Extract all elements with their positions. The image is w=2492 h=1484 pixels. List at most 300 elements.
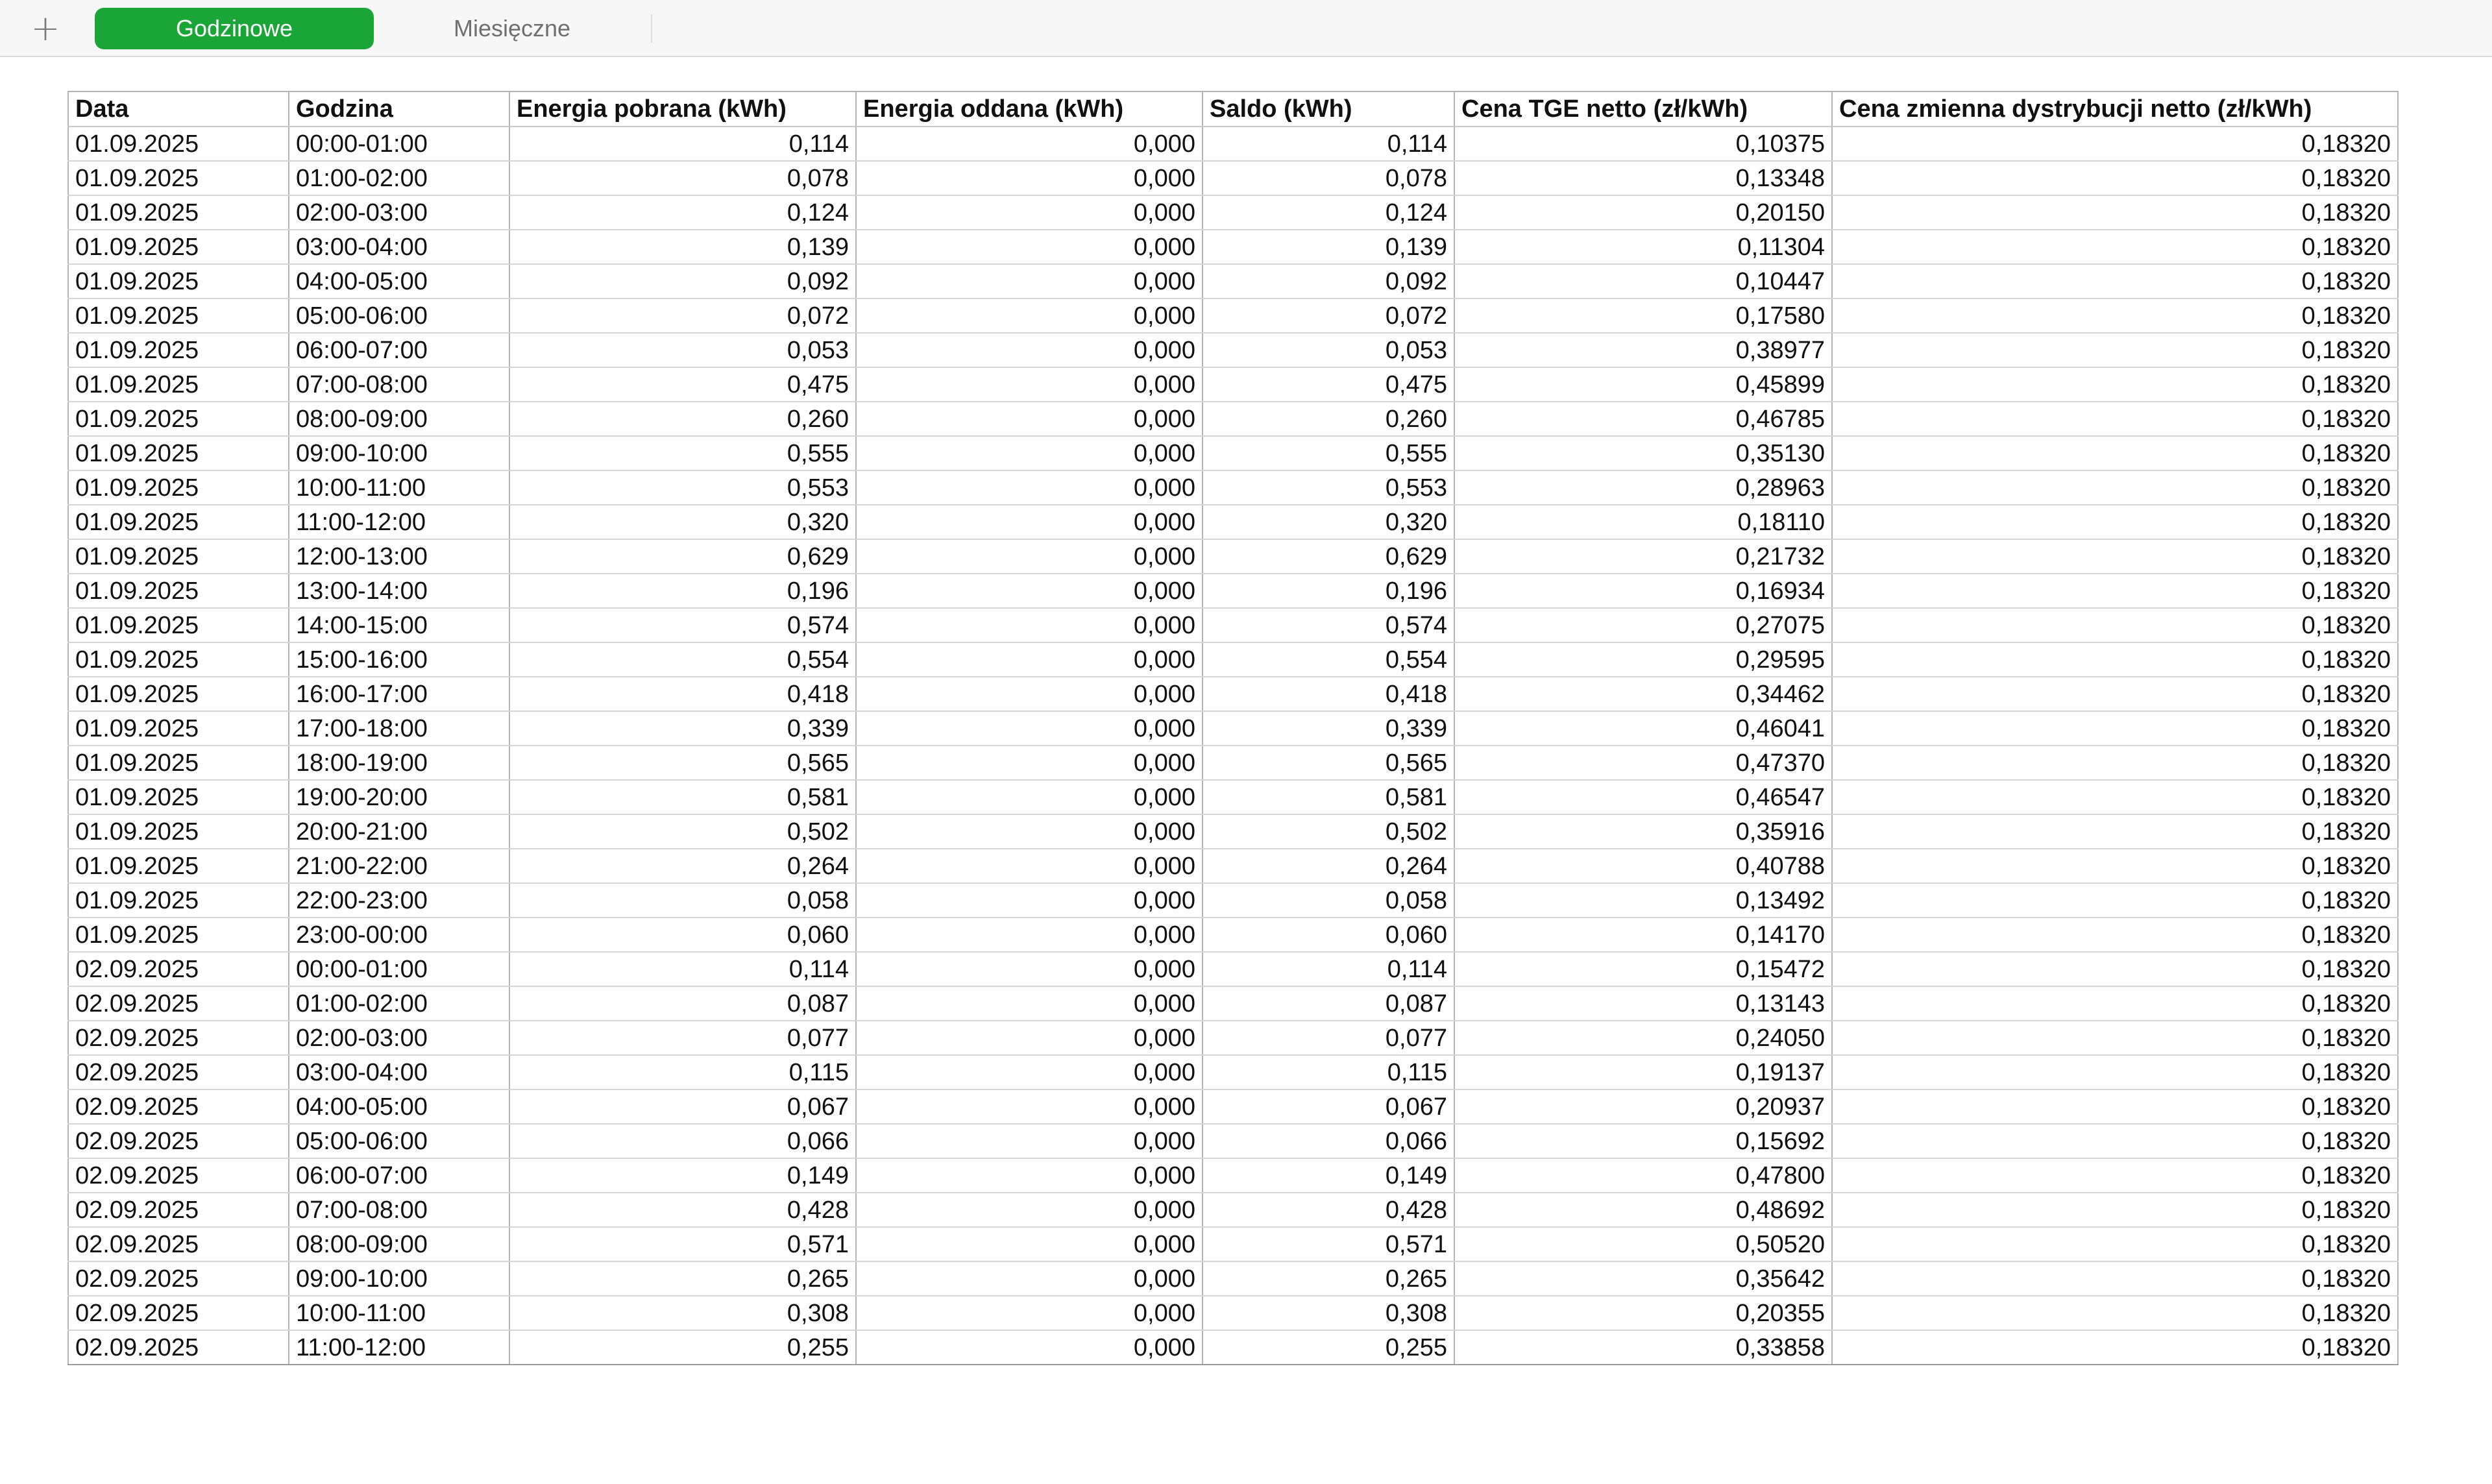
cell-energia-pobrana[interactable]: 0,581 [509,780,856,814]
cell-cena-dystrybucji[interactable]: 0,18320 [1832,608,2398,642]
cell-godzina[interactable]: 06:00-07:00 [289,1158,509,1193]
cell-godzina[interactable]: 01:00-02:00 [289,986,509,1021]
cell-energia-pobrana[interactable]: 0,255 [509,1330,856,1365]
cell-cena-dystrybucji[interactable]: 0,18320 [1832,677,2398,711]
cell-cena-tge[interactable]: 0,29595 [1454,642,1832,677]
table-row [68,780,2398,814]
cell-energia-oddana[interactable]: 0,000 [856,1227,1203,1261]
cell-energia-pobrana[interactable]: 0,149 [509,1158,856,1193]
cell-data[interactable]: 02.09.2025 [68,1158,289,1193]
cell-cena-tge[interactable]: 0,47370 [1454,746,1832,780]
tab-miesieczne[interactable]: Miesięczne [453,15,571,42]
cell-energia-oddana[interactable]: 0,000 [856,264,1203,298]
cell-energia-pobrana[interactable]: 0,060 [509,918,856,952]
cell-data[interactable]: 01.09.2025 [68,505,289,539]
cell-cena-tge[interactable]: 0,15692 [1454,1124,1832,1158]
cell-saldo[interactable]: 0,087 [1203,986,1454,1021]
cell-cena-dystrybucji[interactable]: 0,18320 [1832,333,2398,367]
cell-saldo[interactable]: 0,418 [1203,677,1454,711]
cell-data[interactable]: 01.09.2025 [68,746,289,780]
cell-energia-pobrana[interactable]: 0,265 [509,1261,856,1296]
cell-cena-tge[interactable]: 0,16934 [1454,574,1832,608]
cell-energia-oddana[interactable]: 0,000 [856,539,1203,574]
cell-cena-dystrybucji[interactable]: 0,18320 [1832,264,2398,298]
cell-cena-tge[interactable]: 0,14170 [1454,918,1832,952]
cell-data[interactable]: 01.09.2025 [68,436,289,470]
cell-cena-tge[interactable]: 0,46547 [1454,780,1832,814]
cell-godzina[interactable]: 18:00-19:00 [289,746,509,780]
cell-cena-tge[interactable]: 0,20355 [1454,1296,1832,1330]
cell-cena-dystrybucji[interactable]: 0,18320 [1832,470,2398,505]
table-row [68,1330,2398,1365]
cell-energia-oddana[interactable]: 0,000 [856,402,1203,436]
cell-data[interactable]: 02.09.2025 [68,1021,289,1055]
table-row [68,1158,2398,1193]
cell-energia-pobrana[interactable]: 0,629 [509,539,856,574]
cell-energia-oddana[interactable]: 0,000 [856,883,1203,918]
cell-godzina[interactable]: 07:00-08:00 [289,367,509,402]
cell-energia-pobrana[interactable]: 0,339 [509,711,856,746]
cell-cena-tge[interactable]: 0,13492 [1454,883,1832,918]
table-row [68,746,2398,780]
cell-energia-oddana[interactable]: 0,000 [856,642,1203,677]
cell-cena-dystrybucji[interactable]: 0,18320 [1832,780,2398,814]
cell-energia-pobrana[interactable]: 0,574 [509,608,856,642]
cell-cena-tge[interactable]: 0,11304 [1454,230,1832,264]
cell-saldo[interactable]: 0,428 [1203,1193,1454,1227]
cell-saldo[interactable]: 0,139 [1203,230,1454,264]
cell-cena-tge[interactable]: 0,28963 [1454,470,1832,505]
cell-energia-oddana[interactable]: 0,000 [856,1296,1203,1330]
cell-data[interactable]: 02.09.2025 [68,1193,289,1227]
cell-saldo[interactable]: 0,092 [1203,264,1454,298]
cell-cena-dystrybucji[interactable]: 0,18320 [1832,1021,2398,1055]
cell-cena-tge[interactable]: 0,21732 [1454,539,1832,574]
cell-energia-pobrana[interactable]: 0,053 [509,333,856,367]
table-row [68,986,2398,1021]
cell-energia-pobrana[interactable]: 0,196 [509,574,856,608]
cell-saldo[interactable]: 0,115 [1203,1055,1454,1089]
cell-energia-pobrana[interactable]: 0,553 [509,470,856,505]
cell-energia-pobrana[interactable]: 0,554 [509,642,856,677]
cell-cena-dystrybucji[interactable]: 0,18320 [1832,814,2398,849]
cell-energia-oddana[interactable]: 0,000 [856,746,1203,780]
cell-cena-dystrybucji[interactable]: 0,18320 [1832,539,2398,574]
plus-icon[interactable]: + [31,8,60,49]
cell-energia-oddana[interactable]: 0,000 [856,986,1203,1021]
cell-data[interactable]: 01.09.2025 [68,470,289,505]
cell-saldo[interactable]: 0,264 [1203,849,1454,883]
tab-divider [651,14,652,43]
cell-data[interactable]: 01.09.2025 [68,883,289,918]
cell-saldo[interactable]: 0,339 [1203,711,1454,746]
table-row [68,883,2398,918]
cell-saldo[interactable]: 0,581 [1203,780,1454,814]
cell-energia-oddana[interactable]: 0,000 [856,677,1203,711]
cell-energia-pobrana[interactable]: 0,308 [509,1296,856,1330]
cell-godzina[interactable]: 08:00-09:00 [289,402,509,436]
cell-cena-dystrybucji[interactable]: 0,18320 [1832,127,2398,161]
cell-saldo[interactable]: 0,078 [1203,161,1454,195]
cell-godzina[interactable]: 00:00-01:00 [289,952,509,986]
cell-saldo[interactable]: 0,114 [1203,127,1454,161]
cell-data[interactable]: 02.09.2025 [68,986,289,1021]
cell-cena-dystrybucji[interactable]: 0,18320 [1832,986,2398,1021]
cell-data[interactable]: 01.09.2025 [68,608,289,642]
cell-godzina[interactable]: 11:00-12:00 [289,1330,509,1365]
cell-data[interactable]: 01.09.2025 [68,780,289,814]
cell-godzina[interactable]: 20:00-21:00 [289,814,509,849]
cell-cena-dystrybucji[interactable]: 0,18320 [1832,952,2398,986]
cell-godzina[interactable]: 12:00-13:00 [289,539,509,574]
table-row [68,402,2398,436]
cell-energia-oddana[interactable]: 0,000 [856,1261,1203,1296]
table-row [68,1227,2398,1261]
table-row [68,918,2398,952]
cell-cena-tge[interactable]: 0,40788 [1454,849,1832,883]
cell-godzina[interactable]: 11:00-12:00 [289,505,509,539]
cell-godzina[interactable]: 10:00-11:00 [289,1296,509,1330]
cell-saldo[interactable]: 0,260 [1203,402,1454,436]
table-row [68,1124,2398,1158]
cell-godzina[interactable]: 01:00-02:00 [289,161,509,195]
table-row [68,436,2398,470]
cell-godzina[interactable]: 14:00-15:00 [289,608,509,642]
cell-cena-dystrybucji[interactable]: 0,18320 [1832,161,2398,195]
cell-godzina[interactable]: 06:00-07:00 [289,333,509,367]
cell-godzina[interactable]: 09:00-10:00 [289,1261,509,1296]
cell-godzina[interactable]: 05:00-06:00 [289,298,509,333]
cell-energia-oddana[interactable]: 0,000 [856,608,1203,642]
column-header-godzina[interactable]: Godzina [289,91,509,127]
cell-saldo[interactable]: 0,196 [1203,574,1454,608]
cell-cena-tge[interactable]: 0,35130 [1454,436,1832,470]
cell-data[interactable]: 01.09.2025 [68,298,289,333]
cell-cena-tge[interactable]: 0,10375 [1454,127,1832,161]
cell-godzina[interactable]: 00:00-01:00 [289,127,509,161]
cell-godzina[interactable]: 04:00-05:00 [289,1089,509,1124]
cell-data[interactable]: 01.09.2025 [68,195,289,230]
cell-cena-dystrybucji[interactable]: 0,18320 [1832,711,2398,746]
cell-energia-pobrana[interactable]: 0,555 [509,436,856,470]
cell-cena-dystrybucji[interactable]: 0,18320 [1832,1089,2398,1124]
cell-energia-pobrana[interactable]: 0,077 [509,1021,856,1055]
cell-energia-oddana[interactable]: 0,000 [856,230,1203,264]
table-row [68,1089,2398,1124]
table-row [68,230,2398,264]
table-row [68,608,2398,642]
column-header-cena-dystrybucji[interactable]: Cena zmienna dystrybucji netto (zł/kWh) [1832,91,2398,127]
cell-cena-tge[interactable]: 0,48692 [1454,1193,1832,1227]
column-header-saldo[interactable]: Saldo (kWh) [1203,91,1454,127]
table-row [68,195,2398,230]
cell-cena-tge[interactable]: 0,13143 [1454,986,1832,1021]
cell-cena-tge[interactable]: 0,45899 [1454,367,1832,402]
cell-energia-oddana[interactable]: 0,000 [856,1055,1203,1089]
cell-godzina[interactable]: 08:00-09:00 [289,1227,509,1261]
cell-cena-dystrybucji[interactable]: 0,18320 [1832,436,2398,470]
cell-energia-oddana[interactable]: 0,000 [856,127,1203,161]
cell-cena-dystrybucji[interactable]: 0,18320 [1832,402,2398,436]
table-row [68,1261,2398,1296]
cell-data[interactable]: 01.09.2025 [68,677,289,711]
cell-saldo[interactable]: 0,149 [1203,1158,1454,1193]
cell-godzina[interactable]: 04:00-05:00 [289,264,509,298]
cell-data[interactable]: 02.09.2025 [68,1227,289,1261]
cell-data[interactable]: 02.09.2025 [68,1261,289,1296]
column-header-data[interactable]: Data [68,91,289,127]
cell-energia-oddana[interactable]: 0,000 [856,1124,1203,1158]
cell-saldo[interactable]: 0,058 [1203,883,1454,918]
cell-cena-tge[interactable]: 0,13348 [1454,161,1832,195]
cell-godzina[interactable]: 02:00-03:00 [289,195,509,230]
table-row [68,1296,2398,1330]
cell-godzina[interactable]: 13:00-14:00 [289,574,509,608]
cell-energia-pobrana[interactable]: 0,139 [509,230,856,264]
cell-energia-oddana[interactable]: 0,000 [856,814,1203,849]
cell-energia-oddana[interactable]: 0,000 [856,952,1203,986]
cell-cena-tge[interactable]: 0,20937 [1454,1089,1832,1124]
cell-energia-oddana[interactable]: 0,000 [856,780,1203,814]
cell-godzina[interactable]: 07:00-08:00 [289,1193,509,1227]
cell-saldo[interactable]: 0,072 [1203,298,1454,333]
cell-energia-oddana[interactable]: 0,000 [856,574,1203,608]
cell-energia-oddana[interactable]: 0,000 [856,333,1203,367]
cell-data[interactable]: 01.09.2025 [68,849,289,883]
cell-godzina[interactable]: 17:00-18:00 [289,711,509,746]
cell-godzina[interactable]: 22:00-23:00 [289,883,509,918]
cell-data[interactable]: 01.09.2025 [68,402,289,436]
cell-energia-oddana[interactable]: 0,000 [856,1330,1203,1365]
table-row [68,298,2398,333]
cell-godzina[interactable]: 23:00-00:00 [289,918,509,952]
table-row [68,1021,2398,1055]
cell-cena-dystrybucji[interactable]: 0,18320 [1832,746,2398,780]
cell-energia-pobrana[interactable]: 0,418 [509,677,856,711]
cell-godzina[interactable]: 21:00-22:00 [289,849,509,883]
column-header-energia-oddana[interactable]: Energia oddana (kWh) [856,91,1203,127]
cell-cena-tge[interactable]: 0,33858 [1454,1330,1832,1365]
table-row [68,642,2398,677]
cell-data[interactable]: 02.09.2025 [68,1089,289,1124]
cell-data[interactable]: 02.09.2025 [68,1124,289,1158]
cell-data[interactable]: 01.09.2025 [68,574,289,608]
cell-energia-pobrana[interactable]: 0,502 [509,814,856,849]
cell-cena-tge[interactable]: 0,27075 [1454,608,1832,642]
cell-saldo[interactable]: 0,554 [1203,642,1454,677]
cell-energia-pobrana[interactable]: 0,092 [509,264,856,298]
cell-saldo[interactable]: 0,308 [1203,1296,1454,1330]
cell-cena-dystrybucji[interactable]: 0,18320 [1832,883,2398,918]
cell-energia-oddana[interactable]: 0,000 [856,436,1203,470]
cell-godzina[interactable]: 03:00-04:00 [289,230,509,264]
cell-data[interactable]: 01.09.2025 [68,230,289,264]
cell-data[interactable]: 02.09.2025 [68,1296,289,1330]
cell-cena-dystrybucji[interactable]: 0,18320 [1832,1158,2398,1193]
cell-saldo[interactable]: 0,255 [1203,1330,1454,1365]
cell-cena-tge[interactable]: 0,15472 [1454,952,1832,986]
cell-energia-pobrana[interactable]: 0,072 [509,298,856,333]
cell-energia-pobrana[interactable]: 0,428 [509,1193,856,1227]
cell-data[interactable]: 01.09.2025 [68,814,289,849]
cell-energia-oddana[interactable]: 0,000 [856,470,1203,505]
cell-data[interactable]: 02.09.2025 [68,952,289,986]
cell-energia-pobrana[interactable]: 0,565 [509,746,856,780]
cell-data[interactable]: 01.09.2025 [68,918,289,952]
cell-cena-dystrybucji[interactable]: 0,18320 [1832,195,2398,230]
cell-saldo[interactable]: 0,571 [1203,1227,1454,1261]
table-row [68,333,2398,367]
cell-saldo[interactable]: 0,060 [1203,918,1454,952]
cell-saldo[interactable]: 0,475 [1203,367,1454,402]
cell-data[interactable]: 01.09.2025 [68,161,289,195]
cell-saldo[interactable]: 0,067 [1203,1089,1454,1124]
cell-energia-pobrana[interactable]: 0,114 [509,127,856,161]
cell-data[interactable]: 01.09.2025 [68,711,289,746]
cell-energia-oddana[interactable]: 0,000 [856,505,1203,539]
cell-cena-tge[interactable]: 0,17580 [1454,298,1832,333]
table-row [68,367,2398,402]
cell-energia-oddana[interactable]: 0,000 [856,1158,1203,1193]
table-row [68,849,2398,883]
cell-saldo[interactable]: 0,553 [1203,470,1454,505]
cell-cena-tge[interactable]: 0,46785 [1454,402,1832,436]
cell-saldo[interactable]: 0,320 [1203,505,1454,539]
cell-cena-tge[interactable]: 0,20150 [1454,195,1832,230]
cell-cena-dystrybucji[interactable]: 0,18320 [1832,298,2398,333]
cell-cena-tge[interactable]: 0,35916 [1454,814,1832,849]
cell-saldo[interactable]: 0,077 [1203,1021,1454,1055]
cell-cena-tge[interactable]: 0,38977 [1454,333,1832,367]
cell-energia-oddana[interactable]: 0,000 [856,298,1203,333]
column-header-cena-tge[interactable]: Cena TGE netto (zł/kWh) [1454,91,1832,127]
cell-cena-dystrybucji[interactable]: 0,18320 [1832,367,2398,402]
cell-cena-tge[interactable]: 0,47800 [1454,1158,1832,1193]
cell-energia-oddana[interactable]: 0,000 [856,367,1203,402]
cell-cena-dystrybucji[interactable]: 0,18320 [1832,1227,2398,1261]
cell-data[interactable]: 01.09.2025 [68,642,289,677]
cell-data[interactable]: 01.09.2025 [68,539,289,574]
cell-cena-dystrybucji[interactable]: 0,18320 [1832,1261,2398,1296]
energy-table [67,91,2399,1365]
cell-saldo[interactable]: 0,265 [1203,1261,1454,1296]
cell-cena-tge[interactable]: 0,50520 [1454,1227,1832,1261]
cell-energia-pobrana[interactable]: 0,087 [509,986,856,1021]
cell-data[interactable]: 01.09.2025 [68,127,289,161]
cell-energia-pobrana[interactable]: 0,475 [509,367,856,402]
cell-energia-pobrana[interactable]: 0,114 [509,952,856,986]
table-row [68,677,2398,711]
cell-energia-pobrana[interactable]: 0,058 [509,883,856,918]
table-row [68,161,2398,195]
cell-energia-pobrana[interactable]: 0,066 [509,1124,856,1158]
table-row [68,470,2398,505]
cell-godzina[interactable]: 02:00-03:00 [289,1021,509,1055]
cell-cena-dystrybucji[interactable]: 0,18320 [1832,505,2398,539]
cell-godzina[interactable]: 09:00-10:00 [289,436,509,470]
cell-saldo[interactable]: 0,066 [1203,1124,1454,1158]
cell-godzina[interactable]: 15:00-16:00 [289,642,509,677]
cell-cena-tge[interactable]: 0,35642 [1454,1261,1832,1296]
cell-energia-oddana[interactable]: 0,000 [856,711,1203,746]
cell-cena-dystrybucji[interactable]: 0,18320 [1832,1055,2398,1089]
cell-cena-tge[interactable]: 0,10447 [1454,264,1832,298]
table-row [68,264,2398,298]
cell-saldo[interactable]: 0,555 [1203,436,1454,470]
cell-cena-dystrybucji[interactable]: 0,18320 [1832,1296,2398,1330]
cell-saldo[interactable]: 0,124 [1203,195,1454,230]
cell-energia-oddana[interactable]: 0,000 [856,849,1203,883]
cell-cena-dystrybucji[interactable]: 0,18320 [1832,918,2398,952]
column-header-energia-pobrana[interactable]: Energia pobrana (kWh) [509,91,856,127]
cell-cena-dystrybucji[interactable]: 0,18320 [1832,642,2398,677]
cell-saldo[interactable]: 0,053 [1203,333,1454,367]
cell-godzina[interactable]: 05:00-06:00 [289,1124,509,1158]
table-row [68,1193,2398,1227]
table-row [68,574,2398,608]
cell-energia-oddana[interactable]: 0,000 [856,1089,1203,1124]
table-row [68,711,2398,746]
spreadsheet-area [67,91,2399,1365]
cell-energia-pobrana[interactable]: 0,320 [509,505,856,539]
header-row [68,91,2398,127]
cell-cena-dystrybucji[interactable]: 0,18320 [1832,849,2398,883]
cell-godzina[interactable]: 03:00-04:00 [289,1055,509,1089]
cell-data[interactable]: 01.09.2025 [68,264,289,298]
cell-cena-tge[interactable]: 0,24050 [1454,1021,1832,1055]
cell-godzina[interactable]: 16:00-17:00 [289,677,509,711]
cell-energia-oddana[interactable]: 0,000 [856,195,1203,230]
cell-cena-tge[interactable]: 0,46041 [1454,711,1832,746]
cell-godzina[interactable]: 19:00-20:00 [289,780,509,814]
table-row [68,505,2398,539]
cell-energia-oddana[interactable]: 0,000 [856,1021,1203,1055]
cell-saldo[interactable]: 0,574 [1203,608,1454,642]
sheet-toolbar [0,0,2492,57]
cell-data[interactable]: 02.09.2025 [68,1055,289,1089]
cell-data[interactable]: 01.09.2025 [68,367,289,402]
cell-cena-dystrybucji[interactable]: 0,18320 [1832,1193,2398,1227]
table-row [68,539,2398,574]
cell-energia-pobrana[interactable]: 0,124 [509,195,856,230]
cell-saldo[interactable]: 0,629 [1203,539,1454,574]
table-row [68,1055,2398,1089]
cell-energia-pobrana[interactable]: 0,078 [509,161,856,195]
cell-data[interactable]: 02.09.2025 [68,1330,289,1365]
cell-energia-pobrana[interactable]: 0,115 [509,1055,856,1089]
tab-godzinowe[interactable]: Godzinowe [95,8,374,49]
cell-cena-tge[interactable]: 0,18110 [1454,505,1832,539]
cell-saldo[interactable]: 0,114 [1203,952,1454,986]
cell-energia-pobrana[interactable]: 0,264 [509,849,856,883]
cell-cena-dystrybucji[interactable]: 0,18320 [1832,1330,2398,1365]
cell-energia-oddana[interactable]: 0,000 [856,918,1203,952]
cell-energia-oddana[interactable]: 0,000 [856,1193,1203,1227]
cell-cena-dystrybucji[interactable]: 0,18320 [1832,1124,2398,1158]
cell-cena-tge[interactable]: 0,34462 [1454,677,1832,711]
cell-saldo[interactable]: 0,502 [1203,814,1454,849]
cell-energia-oddana[interactable]: 0,000 [856,161,1203,195]
cell-energia-pobrana[interactable]: 0,571 [509,1227,856,1261]
cell-energia-pobrana[interactable]: 0,067 [509,1089,856,1124]
cell-godzina[interactable]: 10:00-11:00 [289,470,509,505]
cell-cena-tge[interactable]: 0,19137 [1454,1055,1832,1089]
cell-data[interactable]: 01.09.2025 [68,333,289,367]
cell-cena-dystrybucji[interactable]: 0,18320 [1832,574,2398,608]
cell-cena-dystrybucji[interactable]: 0,18320 [1832,230,2398,264]
cell-saldo[interactable]: 0,565 [1203,746,1454,780]
cell-energia-pobrana[interactable]: 0,260 [509,402,856,436]
